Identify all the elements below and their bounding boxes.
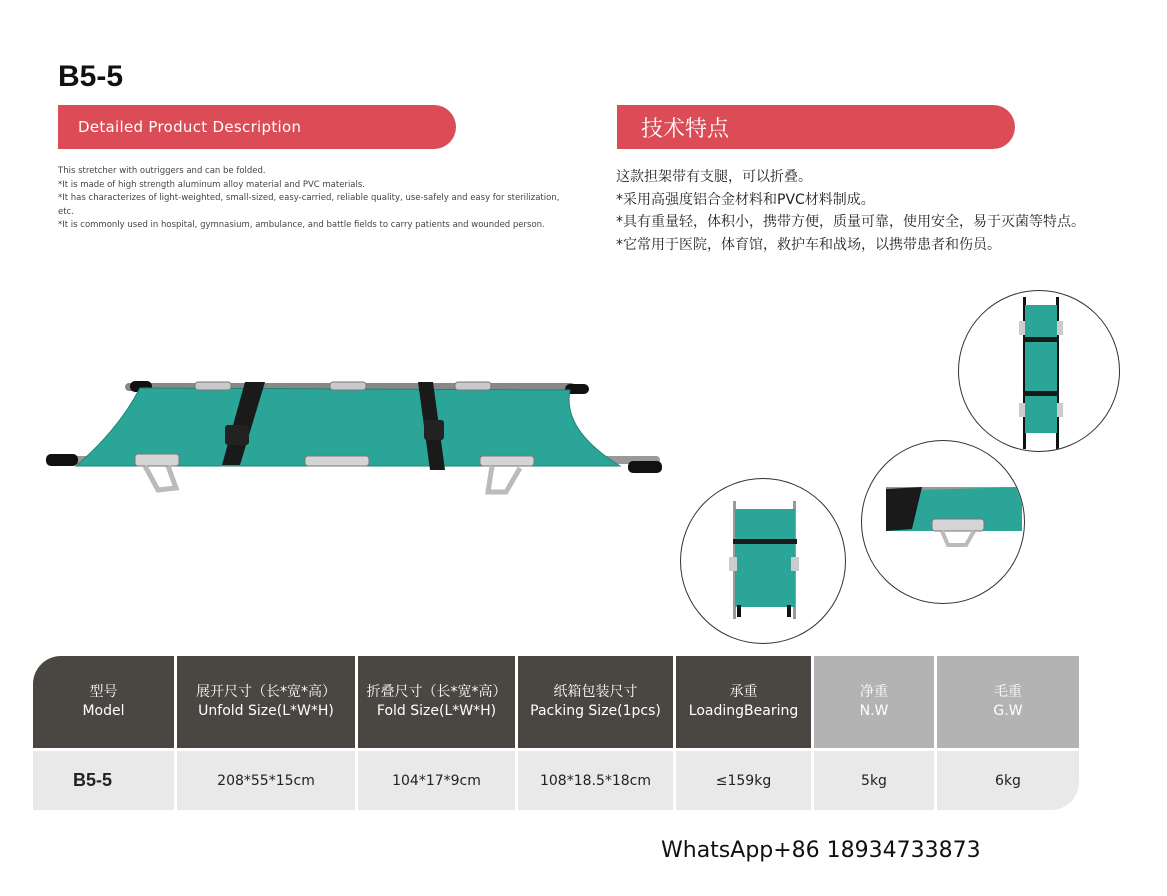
desc-en-line: *It is made of high strength aluminum alloy material and PVC materials. bbox=[58, 179, 366, 190]
detail-circle-folded-standing bbox=[680, 478, 846, 644]
header-cn: 毛重 bbox=[994, 684, 1022, 700]
detail-circle-handle bbox=[861, 440, 1025, 604]
spec-table bbox=[33, 656, 1079, 810]
banner-product-description bbox=[58, 105, 456, 149]
whatsapp-contact: WhatsApp+86 18934733873 bbox=[661, 838, 981, 863]
header-en: LoadingBearing bbox=[688, 703, 799, 719]
header-en: Model bbox=[82, 703, 125, 719]
stretcher-folded-standing-image bbox=[681, 479, 845, 643]
header-loading-bearing bbox=[676, 656, 811, 748]
detail-circle-folded-top bbox=[958, 290, 1120, 452]
desc-cn-line: *它常用于医院，体育馆，救护车和战场，以携带患者和伤员。 bbox=[616, 236, 1001, 253]
table-header-row bbox=[33, 656, 1079, 748]
desc-cn-line: *采用高强度铝合金材料和PVC材料制成。 bbox=[616, 191, 875, 208]
cell-fold-size: 104*17*9cm bbox=[358, 751, 515, 810]
header-fold-size bbox=[358, 656, 515, 748]
header-en: Fold Size(L*W*H) bbox=[376, 703, 497, 719]
header-model bbox=[33, 656, 174, 748]
cell-gross-weight: 6kg bbox=[937, 751, 1079, 810]
stretcher-unfolded-image bbox=[40, 370, 670, 500]
header-cn: 净重 bbox=[860, 684, 888, 700]
stretcher-handle-image bbox=[862, 441, 1024, 603]
header-net-weight bbox=[814, 656, 934, 748]
header-cn: 展开尺寸（长*宽*高） bbox=[196, 684, 336, 700]
description-cn bbox=[616, 166, 1096, 256]
cell-net-weight: 5kg bbox=[814, 751, 934, 810]
header-cn: 折叠尺寸（长*宽*高） bbox=[366, 684, 507, 700]
header-en: N.W bbox=[859, 703, 889, 719]
header-gross-weight bbox=[937, 656, 1079, 748]
banner-en-label: Detailed Product Description bbox=[78, 118, 302, 136]
table-row bbox=[33, 751, 1079, 810]
header-unfold-size bbox=[177, 656, 355, 748]
header-cn: 型号 bbox=[89, 684, 118, 700]
description-en bbox=[58, 165, 578, 233]
cell-loading-bearing: ≤159kg bbox=[676, 751, 811, 810]
desc-en-line: *It is commonly used in hospital, gymnasium, ambulance, and battle fields to carry patients and wounded person. bbox=[58, 220, 545, 230]
header-packing-size bbox=[518, 656, 673, 748]
model-title: B5-5 bbox=[58, 60, 124, 93]
header-en: Packing Size(1pcs) bbox=[530, 703, 661, 719]
desc-en-line: *It has characterizes of light-weighted, small-sized, easy-carried, reliable quality, use-safely and easy for sterilization, etc. bbox=[58, 193, 560, 217]
cell-model: B5-5 bbox=[33, 751, 174, 810]
header-cn: 承重 bbox=[729, 684, 758, 700]
stretcher-folded-top-image bbox=[959, 291, 1119, 451]
desc-cn-line: *具有重量轻，体积小，携带方便，质量可靠，使用安全，易于灭菌等特点。 bbox=[616, 214, 1085, 230]
banner-cn-label: 技术特点 bbox=[641, 116, 730, 142]
header-cn: 纸箱包装尺寸 bbox=[553, 684, 638, 700]
header-en: G.W bbox=[993, 703, 1023, 719]
header-en: Unfold Size(L*W*H) bbox=[198, 703, 334, 719]
desc-cn-line: 这款担架带有支腿，可以折叠。 bbox=[616, 169, 812, 185]
cell-packing-size: 108*18.5*18cm bbox=[518, 751, 673, 810]
banner-tech-features bbox=[617, 105, 1015, 149]
desc-en-line: This stretcher with outriggers and can be folded. bbox=[58, 166, 266, 176]
cell-unfold-size: 208*55*15cm bbox=[177, 751, 355, 810]
